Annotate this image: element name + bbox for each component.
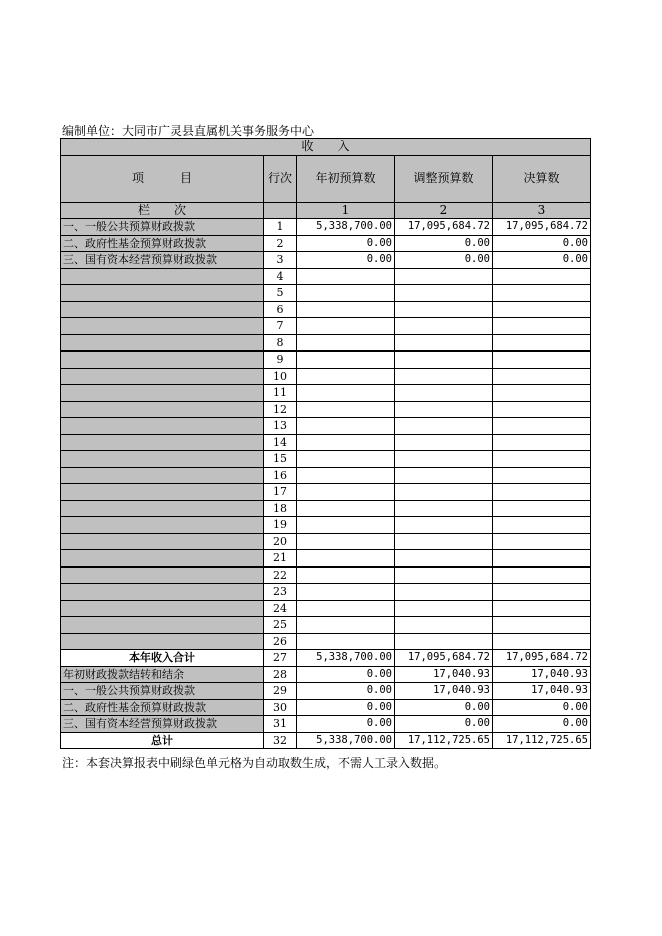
- adjusted-budget-value: [395, 318, 493, 335]
- final-account-value: [493, 334, 591, 351]
- initial-budget-header: 年初预算数: [297, 155, 395, 202]
- row-item: 一、一般公共预算财政拨款: [61, 219, 264, 236]
- initial-budget-value: [297, 633, 395, 650]
- table-row: [61, 533, 591, 550]
- table-row: [61, 617, 591, 634]
- row-item: [61, 533, 264, 550]
- final-account-header: 决算数: [493, 155, 591, 202]
- table-row: [61, 268, 591, 285]
- initial-budget-value: [297, 401, 395, 418]
- table-row: [61, 517, 591, 534]
- adjusted-budget-header: 调整预算数: [395, 155, 493, 202]
- final-account-value: [493, 600, 591, 617]
- adjusted-budget-value: [395, 584, 493, 601]
- initial-budget-value: [297, 334, 395, 351]
- adjusted-budget-value: [395, 500, 493, 517]
- initial-budget-value: [297, 351, 395, 368]
- adjusted-budget-value: [395, 301, 493, 318]
- initial-budget-value: 0.00: [297, 235, 395, 252]
- table-row: [61, 368, 591, 385]
- adjusted-budget-value: 17,040.93: [395, 666, 493, 683]
- row-number: 5: [264, 285, 297, 302]
- row-number: 30: [264, 699, 297, 716]
- initial-budget-value: [297, 500, 395, 517]
- adjusted-budget-value: [395, 285, 493, 302]
- table-row: [61, 301, 591, 318]
- final-account-value: [493, 467, 591, 484]
- initial-budget-value: [297, 434, 395, 451]
- table-row: [61, 318, 591, 335]
- final-account-value: [493, 533, 591, 550]
- table-row: [61, 666, 591, 683]
- table-row: [61, 683, 591, 700]
- row-number: 18: [264, 500, 297, 517]
- adjusted-budget-value: [395, 533, 493, 550]
- initial-budget-value: 5,338,700.00: [297, 732, 395, 749]
- initial-budget-value: [297, 418, 395, 435]
- initial-budget-value: [297, 301, 395, 318]
- row-number: 7: [264, 318, 297, 335]
- table-row: [61, 584, 591, 601]
- initial-budget-value: [297, 484, 395, 501]
- row-number: 20: [264, 533, 297, 550]
- final-account-value: 17,095,684.72: [493, 219, 591, 236]
- final-account-value: [493, 617, 591, 634]
- adjusted-budget-value: [395, 401, 493, 418]
- adjusted-budget-value: [395, 434, 493, 451]
- row-item: [61, 633, 264, 650]
- final-account-value: 17,112,725.65: [493, 732, 591, 749]
- column-index-3: 3: [493, 202, 591, 219]
- row-number: 26: [264, 633, 297, 650]
- initial-budget-value: 5,338,700.00: [297, 219, 395, 236]
- table-row: [61, 467, 591, 484]
- initial-budget-value: [297, 550, 395, 567]
- row-item: [61, 368, 264, 385]
- column-index-1: 1: [297, 202, 395, 219]
- row-number: 28: [264, 666, 297, 683]
- table-row: [61, 550, 591, 567]
- adjusted-budget-value: [395, 550, 493, 567]
- final-account-value: [493, 550, 591, 567]
- initial-budget-value: [297, 533, 395, 550]
- row-item: [61, 451, 264, 468]
- table-row: [61, 732, 591, 749]
- final-account-value: [493, 418, 591, 435]
- row-number: 2: [264, 235, 297, 252]
- row-number: 8: [264, 334, 297, 351]
- table-row: [61, 484, 591, 501]
- table-row: [61, 385, 591, 402]
- final-account-value: [493, 633, 591, 650]
- row-number: 13: [264, 418, 297, 435]
- row-item: [61, 617, 264, 634]
- table-row: [61, 500, 591, 517]
- row-item: 二、政府性基金预算财政拨款: [61, 235, 264, 252]
- table-row: [61, 252, 591, 269]
- initial-budget-value: 0.00: [297, 666, 395, 683]
- final-account-value: 0.00: [493, 716, 591, 733]
- initial-budget-value: [297, 584, 395, 601]
- table-row: [61, 285, 591, 302]
- final-account-value: [493, 368, 591, 385]
- row-number: 29: [264, 683, 297, 700]
- row-item: [61, 550, 264, 567]
- initial-budget-value: 5,338,700.00: [297, 650, 395, 667]
- row-number: 21: [264, 550, 297, 567]
- initial-budget-value: [297, 318, 395, 335]
- adjusted-budget-value: [395, 517, 493, 534]
- adjusted-budget-value: [395, 368, 493, 385]
- final-account-value: [493, 451, 591, 468]
- initial-budget-value: [297, 617, 395, 634]
- table-row: [61, 699, 591, 716]
- row-number: 15: [264, 451, 297, 468]
- final-account-value: [493, 301, 591, 318]
- final-account-value: 0.00: [493, 235, 591, 252]
- initial-budget-value: [297, 451, 395, 468]
- final-account-value: [493, 285, 591, 302]
- row-number: 16: [264, 467, 297, 484]
- row-number: 11: [264, 385, 297, 402]
- table-row: [61, 351, 591, 368]
- final-account-value: [493, 567, 591, 584]
- row-number: 24: [264, 600, 297, 617]
- row-number: 9: [264, 351, 297, 368]
- row-number: 27: [264, 650, 297, 667]
- adjusted-budget-value: [395, 567, 493, 584]
- table-row: [61, 600, 591, 617]
- column-index-label: 栏 次: [61, 202, 264, 219]
- row-item: 三、国有资本经营预算财政拨款: [61, 252, 264, 269]
- row-number: 31: [264, 716, 297, 733]
- row-number: 32: [264, 732, 297, 749]
- final-account-value: 17,040.93: [493, 683, 591, 700]
- initial-budget-value: [297, 517, 395, 534]
- final-account-value: [493, 351, 591, 368]
- final-account-value: [493, 434, 591, 451]
- final-account-value: 0.00: [493, 252, 591, 269]
- row-no-header: 行次: [264, 155, 297, 202]
- row-item: [61, 567, 264, 584]
- row-number: 3: [264, 252, 297, 269]
- row-number: 17: [264, 484, 297, 501]
- initial-budget-value: [297, 285, 395, 302]
- row-item: [61, 318, 264, 335]
- adjusted-budget-value: 0.00: [395, 716, 493, 733]
- table-row: [61, 650, 591, 667]
- adjusted-budget-value: [395, 617, 493, 634]
- adjusted-budget-value: [395, 334, 493, 351]
- row-item: [61, 418, 264, 435]
- table-row: [61, 401, 591, 418]
- initial-budget-value: [297, 567, 395, 584]
- compiling-unit-label: 编制单位：大同市广灵县直属机关事务服务中心: [62, 124, 315, 138]
- adjusted-budget-value: 0.00: [395, 235, 493, 252]
- final-account-value: 17,040.93: [493, 666, 591, 683]
- adjusted-budget-value: [395, 451, 493, 468]
- table-row: [61, 451, 591, 468]
- row-item: [61, 434, 264, 451]
- row-item: 三、国有资本经营预算财政拨款: [61, 716, 264, 733]
- table-row: [61, 418, 591, 435]
- final-account-value: [493, 584, 591, 601]
- row-item: [61, 385, 264, 402]
- row-number: 14: [264, 434, 297, 451]
- initial-budget-value: [297, 268, 395, 285]
- final-account-value: [493, 401, 591, 418]
- revenue-table: [60, 138, 591, 749]
- row-item: [61, 467, 264, 484]
- final-account-value: 17,095,684.72: [493, 650, 591, 667]
- row-item: [61, 334, 264, 351]
- initial-budget-value: [297, 385, 395, 402]
- row-number: 22: [264, 567, 297, 584]
- adjusted-budget-value: [395, 600, 493, 617]
- row-item: [61, 301, 264, 318]
- adjusted-budget-value: 17,095,684.72: [395, 219, 493, 236]
- table-row: [61, 235, 591, 252]
- final-account-value: 0.00: [493, 699, 591, 716]
- final-account-value: [493, 268, 591, 285]
- row-item: [61, 401, 264, 418]
- adjusted-budget-value: 0.00: [395, 699, 493, 716]
- adjusted-budget-value: [395, 385, 493, 402]
- row-number: 12: [264, 401, 297, 418]
- initial-budget-value: [297, 600, 395, 617]
- row-item: 本年收入合计: [61, 650, 264, 667]
- row-number: 25: [264, 617, 297, 634]
- adjusted-budget-value: [395, 484, 493, 501]
- adjusted-budget-value: [395, 633, 493, 650]
- final-account-value: [493, 500, 591, 517]
- row-number: 1: [264, 219, 297, 236]
- adjusted-budget-value: 17,112,725.65: [395, 732, 493, 749]
- adjusted-budget-value: 0.00: [395, 252, 493, 269]
- table-row: [61, 567, 591, 584]
- row-item: 年初财政拨款结转和结余: [61, 666, 264, 683]
- table-row: [61, 633, 591, 650]
- row-item: [61, 517, 264, 534]
- adjusted-budget-value: [395, 418, 493, 435]
- row-item: [61, 484, 264, 501]
- row-item: [61, 500, 264, 517]
- final-account-value: [493, 318, 591, 335]
- final-account-value: [493, 517, 591, 534]
- initial-budget-value: 0.00: [297, 252, 395, 269]
- row-number: 6: [264, 301, 297, 318]
- adjusted-budget-value: [395, 351, 493, 368]
- footnote: 注：本套决算报表中刷绿色单元格为自动取数生成，不需人工录入数据。: [62, 756, 447, 770]
- table-row: [61, 334, 591, 351]
- initial-budget-value: 0.00: [297, 716, 395, 733]
- table-row: [61, 219, 591, 236]
- row-item: [61, 584, 264, 601]
- table-row: [61, 434, 591, 451]
- row-item: 二、政府性基金预算财政拨款: [61, 699, 264, 716]
- initial-budget-value: 0.00: [297, 699, 395, 716]
- row-item: 总计: [61, 732, 264, 749]
- row-item: [61, 268, 264, 285]
- initial-budget-value: 0.00: [297, 683, 395, 700]
- final-account-value: [493, 385, 591, 402]
- adjusted-budget-value: [395, 467, 493, 484]
- column-index-empty: [264, 202, 297, 219]
- initial-budget-value: [297, 368, 395, 385]
- final-account-value: [493, 484, 591, 501]
- row-item: 一、一般公共预算财政拨款: [61, 683, 264, 700]
- row-number: 4: [264, 268, 297, 285]
- adjusted-budget-value: [395, 268, 493, 285]
- table-row: [61, 716, 591, 733]
- adjusted-budget-value: 17,040.93: [395, 683, 493, 700]
- initial-budget-value: [297, 467, 395, 484]
- adjusted-budget-value: 17,095,684.72: [395, 650, 493, 667]
- row-number: 23: [264, 584, 297, 601]
- section-header: 收 入: [61, 139, 591, 156]
- row-item: [61, 351, 264, 368]
- column-index-2: 2: [395, 202, 493, 219]
- item-header: 项 目: [61, 155, 264, 202]
- row-number: 19: [264, 517, 297, 534]
- row-item: [61, 600, 264, 617]
- row-item: [61, 285, 264, 302]
- row-number: 10: [264, 368, 297, 385]
